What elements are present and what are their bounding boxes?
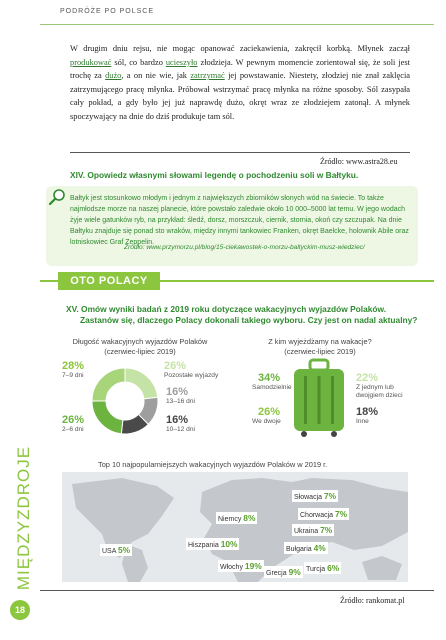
destination-value: 19% (244, 561, 262, 571)
donut-slice (92, 401, 123, 434)
destination-label (298, 508, 349, 520)
running-header: PODRÓŻE PO POLSCE (60, 8, 155, 15)
destination-label (284, 542, 328, 554)
map-title: Top 10 najpopularniejszych wakacyjnych wyjazdów Polaków w 2019 r. (98, 460, 328, 469)
info-box-text: Bałtyk jest stosunkowo młodym i jednym z największych zbiorników słonych wód na świecie. To także najmłodsze morze na naszej planecie, które powstało zaledwie około 10 000–5000 lat temu. W jego wodach żyje wiele gatunków ryb, na przykład: śledź, dorsz, morszczuk, ciernik, stornia, okoń czy szczupak. Na dnie Bałtyku znajduje się ponad sto wraków, między innymi tankowiec Franken, okręt Baelcke, holownik Abile oraz lotniskowiec Graf Zeppelin. (70, 195, 409, 246)
destination-value: 6% (327, 563, 340, 573)
header-rule (40, 24, 434, 25)
donut-slice-label: 10–12 dni (166, 426, 195, 433)
companions-value: 26% (258, 406, 281, 418)
info-box-source: Źródło: www.przymorzu.pl/blog/15-ciekawostek-o-morzu-baltyckim-musz-wiedziec/ (124, 244, 365, 251)
page-number: 18 (10, 600, 30, 620)
destination-value: 7% (335, 509, 348, 519)
donut-value-label: 26% (62, 414, 85, 426)
donut-value-label: 26% (164, 360, 187, 372)
destination-name: Bułgaria (286, 546, 314, 553)
destination-label (186, 538, 239, 550)
destination-label (264, 566, 303, 578)
source-rule (70, 152, 410, 153)
destination-value: 4% (313, 543, 326, 553)
companions-subtitle: (czerwiec-lipiec 2019) (284, 347, 356, 356)
donut-value-label: 28% (62, 360, 85, 372)
destination-label (292, 490, 338, 502)
destination-value: 10% (220, 539, 238, 549)
destination-label (100, 544, 132, 556)
companions-title: Z kim wyjeżdżamy na wakacje? (268, 337, 372, 346)
destination-name: Chorwacja (300, 512, 336, 519)
donut-slice-label: Pozostałe wyjazdy (164, 372, 219, 379)
donut-title: Długość wakacyjnych wyjazdów Polaków (72, 337, 208, 346)
magnifier-icon (48, 188, 66, 206)
destination-name: Niemcy (218, 516, 244, 523)
task-15-line2: Zastanów się, dlaczego Polacy dokonali takiego wyboru. Czy jest on nadal aktualny? (80, 315, 418, 325)
task-14: XIV. Opowiedz własnymi słowami legendę o pochodzeniu soli w Bałtyku. (70, 170, 359, 180)
donut-slice (125, 368, 158, 399)
companions-category: Inne (356, 418, 369, 425)
destination-label (216, 512, 257, 524)
companions-category: We dwoje (252, 418, 281, 425)
companions-value: 34% (258, 372, 281, 384)
donut-slice-label: 13–16 dni (166, 398, 195, 405)
donut-slice (92, 368, 125, 401)
donut-slice-label: 7–9 dni (62, 372, 84, 379)
companions-category: Samodzielnie (252, 384, 292, 391)
companions-category: Z jednym lub dwojgiem dzieci (356, 384, 403, 399)
destination-value: 5% (117, 545, 131, 555)
destination-value: 7% (323, 491, 337, 501)
destination-label (292, 524, 334, 536)
destination-name: Słowacja (294, 494, 324, 501)
bottom-rule (40, 590, 434, 591)
donut-value-label: 16% (166, 386, 189, 398)
companions-value: 18% (356, 406, 379, 418)
story-paragraph: W drugim dniu rejsu, nie mogąc opanować zaciekawienia, zakręcił korbką. Młynek zaczął produkować sól, co bardzo ucieszyło złodzieja. W pewnym momencie zorientował się, że soli jest trochę za dużo, a on nie wie, jak zatrzymać jej powstawanie. Niestety, złodziej nie znał zaklęcia zatrzymującego pracę młynka. Próbował wstrzymać pracę młynka na różne sposoby. Sól zasypała cały pokład, a gdy było jej już naprawdę dużo, okręt wraz ze złodziejem zatonął. A młynek spoczywający na dnie do dziś produkuje tam sól. (70, 44, 410, 121)
destination-name: USA (102, 548, 118, 555)
donut-slice-label: 2–6 dni (62, 426, 84, 433)
destination-label (304, 562, 341, 574)
donut-value-label: 16% (166, 414, 189, 426)
destination-value: 8% (243, 513, 256, 523)
task-15-line1: XV. Omów wyniki badań z 2019 roku dotyczące wakacyjnych wyjazdów Polaków. (66, 304, 387, 314)
destination-name: Grecja (266, 570, 289, 577)
sidebar-vertical-title: MIĘDZYZDROJE (14, 445, 33, 591)
chart-source: Źródło: rankomat.pl (340, 596, 405, 605)
destination-name: Turcja (306, 566, 328, 573)
donut-chart (90, 366, 160, 436)
suitcase-icon (290, 358, 348, 438)
donut-subtitle: (czerwiec-lipiec 2019) (104, 347, 176, 356)
destination-value: 9% (288, 567, 301, 577)
destination-name: Włochy (220, 564, 245, 571)
destination-name: Hiszpania (188, 542, 221, 549)
section-title: OTO POLACY (58, 272, 160, 290)
story-source: Źródło: www.astra28.eu (320, 157, 398, 166)
destination-label (218, 560, 264, 572)
companions-value: 22% (356, 372, 379, 384)
destination-name: Ukraina (294, 528, 321, 535)
destination-value: 7% (320, 525, 333, 535)
